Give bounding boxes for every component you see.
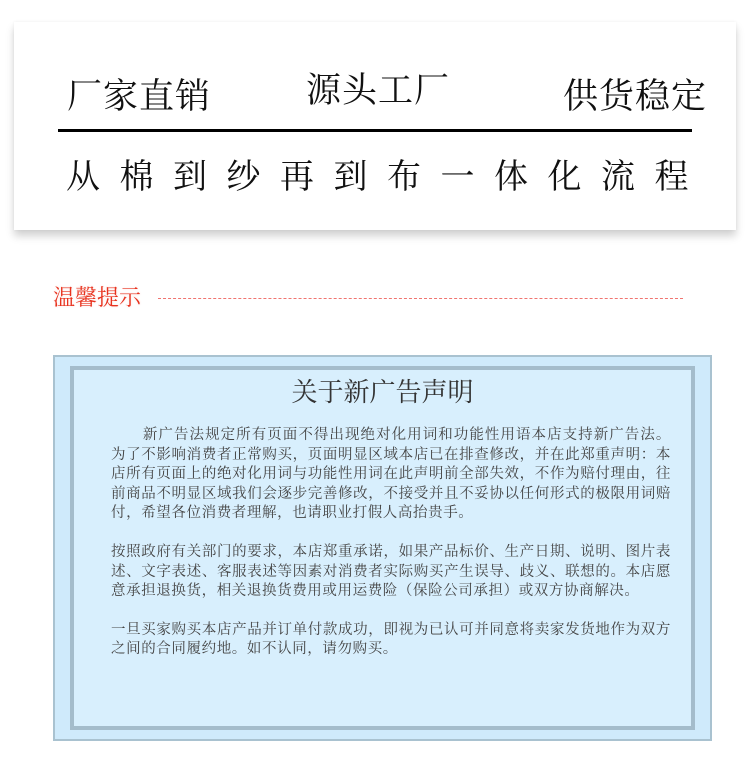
notice-heading: 温馨提示 [53,286,142,311]
statement-paragraph-contract: 一旦买家购买本店产品并订单付款成功，即视为已认可并同意将卖家发货地作为双方之间的合同履约地。如不认同，请勿购买。 [111,621,671,658]
slogan-source-factory: 源头工厂 [306,71,451,111]
statement-body [111,426,671,679]
slogan-factory-direct: 厂家直销 [67,77,212,117]
statement-paragraph-returns: 按照政府有关部门的要求，本店郑重承诺，如果产品标价、生产日期、说明、图片表述、文字表述、客服表述等因素对消费者实际购买产生误导、歧义、联想的。本店愿意承担退换货，相关退换货费用或用运费险（保险公司承担）或双方协商解决。 [111,543,671,600]
slogan-row [14,71,736,120]
header-banner-card [14,22,736,230]
process-tagline: 从棉到纱再到布一体化流程 [66,157,708,197]
slogan-stable-supply: 供货稳定 [563,77,708,117]
statement-box [53,355,712,741]
header-divider [58,129,692,132]
notice-dashed-divider [158,298,683,299]
statement-inner-frame [70,366,695,730]
statement-paragraph-ad-law: 新广告法规定所有页面不得出现绝对化用词和功能性用语本店支持新广告法。为了不影响消费者正常购买，页面明显区域本店已在排查修改，并在此郑重声明：本店所有页面上的绝对化用词与功能性用词在此声明前全部失效，不作为赔付理由，往前商品不明显区域我们会逐步完善修改，不接受并且不妥协以任何形式的极限用词赔付，希望各位消费者理解，也请职业打假人高抬贵手。 [111,427,671,522]
statement-title: 关于新广告声明 [291,378,474,408]
